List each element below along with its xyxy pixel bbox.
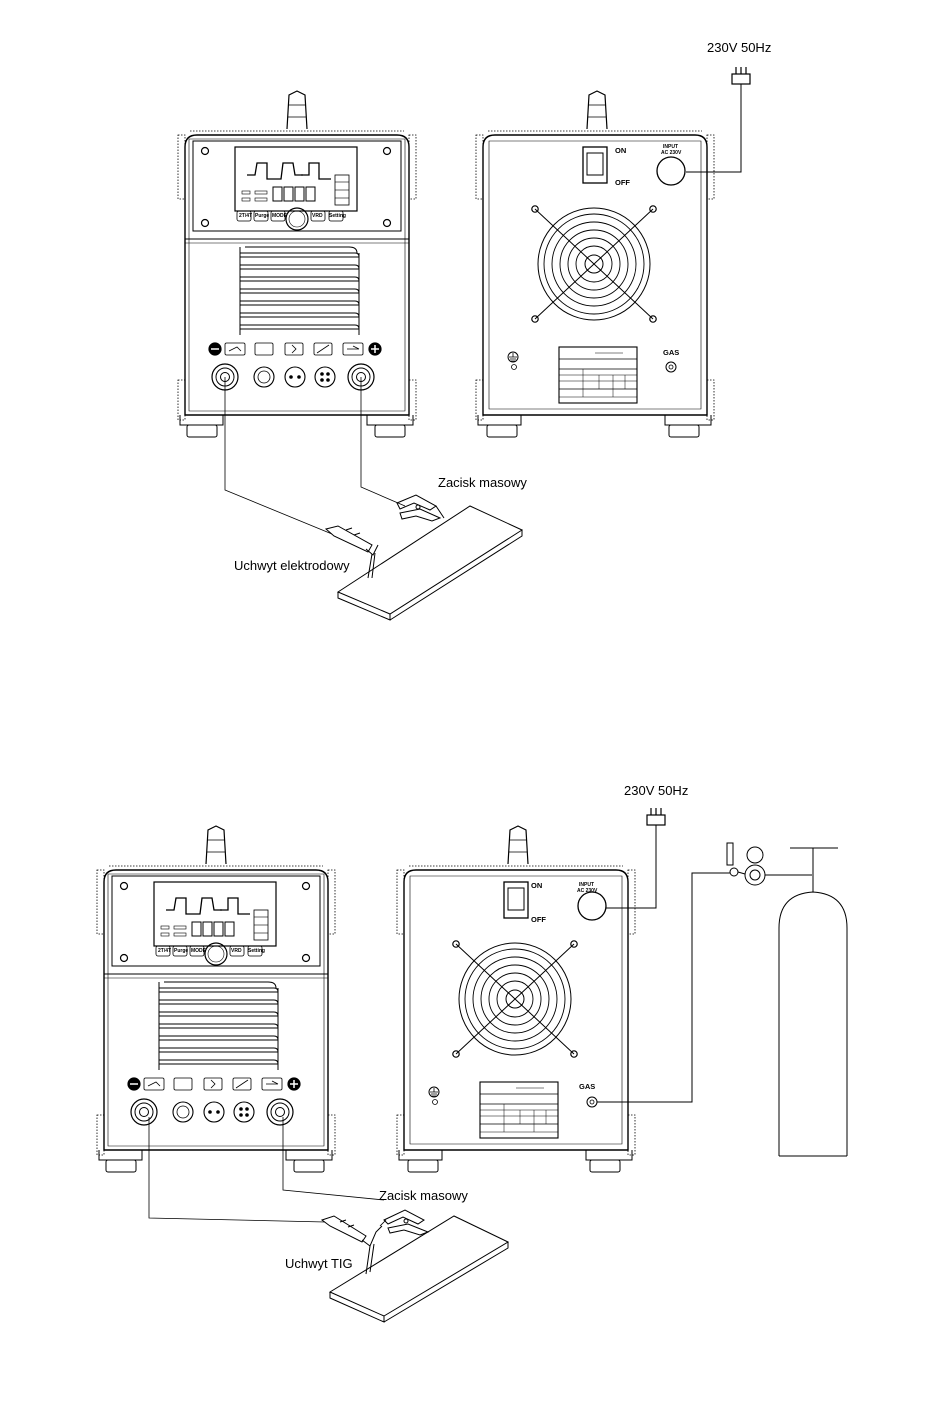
button-vrd: VRD: [312, 213, 323, 219]
button-vrd: VRD: [231, 948, 242, 954]
button-setting: Setting: [248, 948, 265, 954]
electrode-holder-label: Uchwyt elektrodowy: [234, 558, 350, 573]
switch-on-label: ON: [531, 881, 543, 890]
button-purge: Purge: [174, 948, 189, 954]
torch-cable: [149, 1117, 325, 1222]
electrode-cable: [225, 377, 332, 534]
front-unit-top: [178, 91, 416, 437]
ground-cable: [283, 1117, 384, 1200]
input-label-line2: AC 230V: [577, 888, 598, 894]
tig-torch-label: Uchwyt TIG: [285, 1256, 353, 1271]
input-label-line1: INPUT: [579, 882, 594, 888]
bottom-setup: [97, 783, 847, 1322]
button-mode: MODE: [272, 213, 287, 219]
ground-cable: [361, 377, 405, 506]
power-label: 230V 50Hz: [624, 783, 689, 798]
input-label-line1: INPUT: [663, 144, 678, 150]
gas-label: GAS: [579, 1082, 596, 1091]
ground-clamp-icon: [397, 495, 444, 521]
rear-unit-top: [476, 91, 714, 437]
button-purge: Purge: [255, 213, 270, 219]
workpiece: [338, 506, 522, 614]
rear-unit-bottom: [397, 826, 635, 1172]
button-2t4t: 2T/4T: [239, 213, 253, 219]
button-setting: Setting: [329, 213, 346, 219]
power-plug-icon: [732, 67, 750, 84]
ground-clamp-label: Zacisk masowy: [379, 1188, 468, 1203]
switch-on-label: ON: [615, 146, 627, 155]
gas-cylinder-icon: [779, 848, 847, 1156]
front-panel-buttons-top: [239, 213, 346, 219]
input-label-line2: AC 230V: [661, 150, 682, 156]
button-2t4t: 2T/4T: [158, 948, 172, 954]
power-label: 230V 50Hz: [707, 40, 772, 55]
front-panel-buttons-bottom: [158, 948, 265, 954]
top-setup: [178, 40, 771, 620]
power-cable: [606, 825, 656, 908]
ground-clamp-icon: [384, 1210, 428, 1235]
power-cable: [686, 84, 741, 172]
gas-regulator-icon: [727, 843, 812, 885]
power-plug-icon: [647, 808, 665, 825]
switch-off-label: OFF: [615, 178, 630, 187]
front-unit-bottom: [97, 826, 335, 1172]
switch-off-label: OFF: [531, 915, 546, 924]
gas-label: GAS: [663, 348, 680, 357]
gas-hose: [597, 873, 730, 1102]
ground-clamp-label: Zacisk masowy: [438, 475, 527, 490]
button-mode: MODE: [191, 948, 206, 954]
